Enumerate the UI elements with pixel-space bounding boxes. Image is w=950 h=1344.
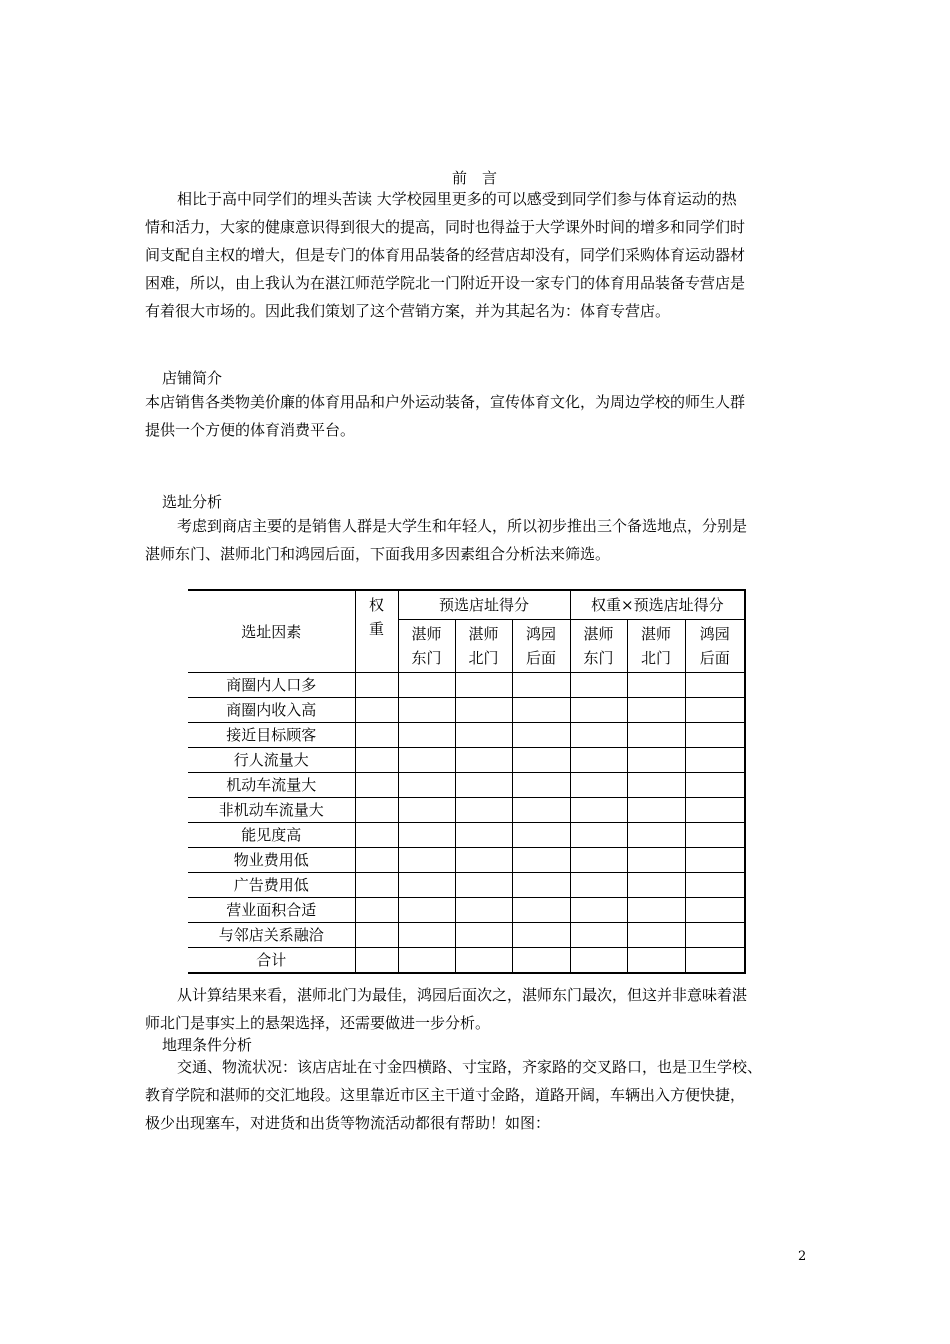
table-row [188,748,745,773]
conclusion-line: 从计算结果来看，湛师北门为最佳，鸿园后面次之，湛师东门最次，但这并非意味着湛 [177,986,748,1004]
sub-header: 湛师 北门 [627,620,685,673]
table-row [188,923,745,948]
table-row [188,848,745,873]
score-group-header: 预选店址得分 [398,590,570,620]
shop-intro-paragraph [145,388,809,444]
factor-cell: 非机动车流量大 [188,798,355,823]
table-row [188,673,745,698]
factor-cell: 机动车流量大 [188,773,355,798]
preface-title: 前 言 [452,169,498,187]
conclusion-line: 师北门是事实上的悬架选择，还需要做进一步分析。 [145,1014,491,1032]
factor-cell: 商圈内人口多 [188,673,355,698]
shop-intro-line: 提供一个方便的体育消费平台。 [145,421,356,439]
factor-cell: 广告费用低 [188,873,355,898]
preface-line: 相比于高中同学们的埋头苦读 大学校园里更多的可以感受到同学们参与体育运动的热 [177,190,737,208]
table-row [188,873,745,898]
factor-cell: 商圈内收入高 [188,698,355,723]
sub-header: 湛师 东门 [570,620,627,673]
weighted-group-header: 权重×预选店址得分 [570,590,745,620]
sub-header: 湛师 北门 [455,620,512,673]
table-row [188,798,745,823]
table-header-row [188,590,745,620]
site-analysis-line: 湛师东门、湛师北门和鸿园后面，下面我用多因素组合分析法来筛选。 [145,545,611,563]
weight-header [355,590,398,673]
preface-line: 情和活力，大家的健康意识得到很大的提高，同时也得益于大学课外时间的增多和同学们时 [145,218,746,236]
site-analysis-paragraph [145,512,809,568]
preface-paragraph [145,185,809,325]
factor-cell: 能见度高 [188,823,355,848]
preface-line: 困难，所以，由上我认为在湛江师范学院北一门附近开设一家专门的体育用品装备专营店是 [145,274,746,292]
sub-header: 鸿园 后面 [685,620,745,673]
geo-line: 极少出现塞车，对进货和出货等物流活动都很有帮助！如图： [145,1114,551,1132]
site-selection-table [188,589,746,974]
total-cell: 合计 [188,948,355,974]
table-row [188,898,745,923]
table-row [188,723,745,748]
site-analysis-line: 考虑到商店主要的是销售人群是大学生和年轻人，所以初步推出三个备选地点，分别是 [177,517,748,535]
table-total-row [188,948,745,974]
shop-intro-line: 本店销售各类物美价廉的体育用品和户外运动装备，宣传体育文化，为周边学校的师生人群 [145,393,746,411]
geo-paragraph [145,1053,809,1137]
factor-cell: 物业费用低 [188,848,355,873]
geo-line: 教育学院和湛师的交汇地段。这里靠近市区主干道寸金路，道路开阔，车辆出入方便快捷， [145,1086,746,1104]
table-row [188,823,745,848]
factor-cell: 接近目标顾客 [188,723,355,748]
preface-line: 有着很大市场的。因此我们策划了这个营销方案，并为其起名为：体育专营店。 [145,302,671,320]
factor-cell: 与邻店关系融洽 [188,923,355,948]
factor-cell: 营业面积合适 [188,898,355,923]
preface-line: 间支配自主权的增大，但是专门的体育用品装备的经营店却没有，同学们采购体育运动器材 [145,246,746,264]
site-analysis-heading: 选址分析 [162,493,223,511]
weight-header-char: 重 [368,620,384,638]
table-row [188,698,745,723]
factor-cell: 行人流量大 [188,748,355,773]
sub-header: 鸿园 后面 [512,620,570,673]
geo-line: 交通、物流状况：该店店址在寸金四横路、寸宝路，齐家路的交叉路口，也是卫生学校、 [177,1058,763,1076]
conclusion-paragraph [145,981,809,1037]
weight-header-char: 权 [368,596,384,614]
shop-intro-heading: 店铺简介 [162,369,223,387]
page-number: 2 [798,1249,807,1264]
sub-header: 湛师 东门 [398,620,455,673]
factor-header: 选址因素 [188,590,355,673]
table-row [188,773,745,798]
geo-heading: 地理条件分析 [162,1036,253,1054]
